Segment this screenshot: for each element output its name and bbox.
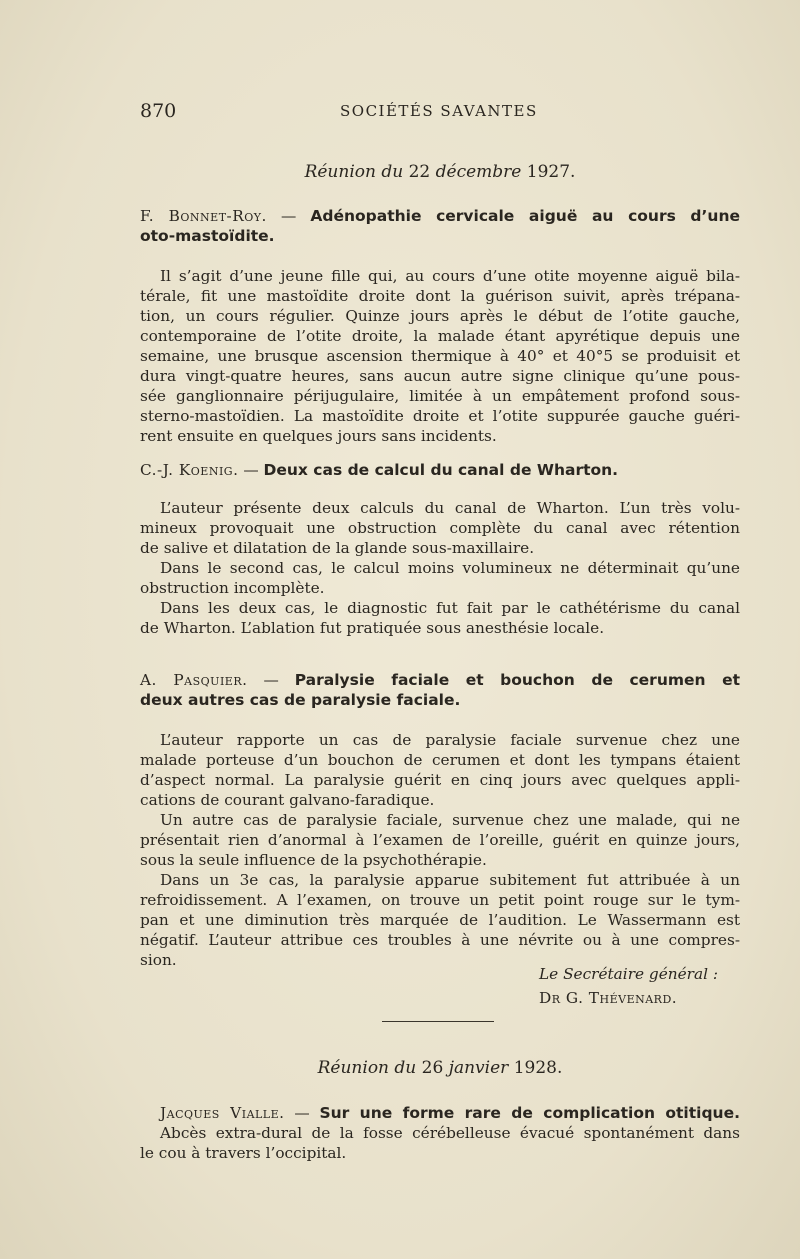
paragraph-line: Dans les deux cas, le diagnostic fut fait par le cathétérisme du canal: [160, 599, 740, 617]
paragraph-line: L’auteur rapporte un cas de paralysie faciale survenue chez une: [160, 731, 740, 749]
paragraph-line: cations de courant galvano-faradique.: [140, 791, 435, 809]
article-title: Adénopathie cervicale aiguë au cours d’une: [310, 207, 740, 225]
article-koenig: C.-J. Koenig. — Deux cas de calcul du canal de Wharton. L’auteur présente deux calculs du canal de Wharton. L’un très volu- mineux provoquait une obstruction complète du canal avec rétention de salive et dilatation de la glande sous-maxillaire. Dans le second cas, le calcul moins volumineux ne déterminait qu’une obstruction incomplète. Dans les deux cas, le diagnostic fut fait par le cathétérisme du canal de Wharton. L’ablation fut pratiquée sous anesthésie locale.: [140, 461, 740, 637]
paragraph-line: pan et une diminution très marquée de l’audition. Le Wassermann est: [140, 911, 740, 929]
paragraph-line: Il s’agit d’une jeune fille qui, au cours d’une otite moyenne aiguë bila-: [160, 267, 740, 285]
article-title: Sur une forme rare de complication otitique.: [319, 1104, 740, 1122]
paragraph-line: contemporaine de l’otite droite, la malade étant apyrétique depuis une: [140, 327, 740, 345]
paragraph-line: sion.: [140, 951, 177, 969]
article-author: A. Pasquier.: [140, 671, 248, 689]
paragraph-line: présentait rien d’anormal à l’examen de l’oreille, guérit en quinze jours,: [140, 831, 740, 849]
paragraph-line: tion, un cours régulier. Quinze jours après le début de l’otite gauche,: [140, 307, 740, 325]
page-number: 870: [140, 100, 177, 122]
meeting-heading-2: Réunion du 26 janvier 1928.: [317, 1058, 563, 1078]
article-title: Deux cas de calcul du canal de Wharton.: [263, 461, 619, 479]
signature-role: Le Secrétaire général :: [539, 965, 719, 983]
paragraph-line: Dans le second cas, le calcul moins volumineux ne déterminait qu’une: [160, 559, 740, 577]
paragraph-line: L’auteur présente deux calculs du canal de Wharton. L’un très volu-: [160, 499, 740, 517]
paragraph-line: le cou à travers l’occipital.: [140, 1144, 347, 1162]
article-bonnet-roy: F. Bonnet-Roy. — Adénopathie cervicale aiguë au cours d’une oto-mastoïdite. Il s’agit d’une jeune fille qui, au cours d’une otite moyenne aiguë bila- térale, fit une mastoïdite droite dont la guérison suivit, après trépana- tion, un cours régulier. Quinze jours après le début de l’otite gauche, contemporaine de l’otite droite, la malade étant apyrétique depuis une semaine, une brusque ascension thermique à 40° et 40°5 se produisit et dura vingt-quatre heures, sans aucun autre signe clinique qu’une pous- sée ganglionnaire périjugulaire, limitée à un empâtement profond sous- sterno-mastoïdien. La mastoïdite droite et l’otite suppurée gauche guéri- rent ensuite en quelques jours sans incidents.: [140, 207, 740, 445]
paragraph-line: de salive et dilatation de la glande sous-maxillaire.: [140, 539, 535, 557]
article-title-cont: deux autres cas de paralysie faciale.: [140, 691, 461, 709]
paragraph-line: refroidissement. A l’examen, on trouve un petit point rouge sur le tym-: [140, 891, 740, 909]
article-author: F. Bonnet-Roy.: [140, 207, 267, 225]
article-author: Jacques Vialle.: [160, 1104, 285, 1122]
paragraph-line: malade porteuse d’un bouchon de cerumen et dont les tympans étaient: [140, 751, 740, 769]
signature-name: Dr G. Thévenard.: [539, 989, 678, 1007]
article-author: C.-J. Koenig.: [140, 461, 239, 479]
paragraph-line: négatif. L’auteur attribue ces troubles à une névrite ou à une compres-: [140, 931, 740, 949]
paragraph-line: Abcès extra-dural de la fosse cérébelleuse évacué spontanément dans: [160, 1124, 740, 1142]
paragraph-line: dura vingt-quatre heures, sans aucun autre signe clinique qu’une pous-: [140, 367, 740, 385]
paragraph-line: rent ensuite en quelques jours sans incidents.: [140, 427, 497, 445]
paragraph-line: sous la seule influence de la psychothérapie.: [140, 851, 487, 869]
article-pasquier: A. Pasquier. — Paralysie faciale et bouchon de cerumen et deux autres cas de paralysie faciale. L’auteur rapporte un cas de paralysie faciale survenue chez une malade porteuse d’un bouchon de cerumen et dont les tympans étaient d’aspect normal. La paralysie guérit en cinq jours avec quelques appli- cations de courant galvano-faradique. Un autre cas de paralysie faciale, survenue chez une malade, qui ne présentait rien d’anormal à l’examen de l’oreille, guérit en quinze jours, sous la seule influence de la psychothérapie. Dans un 3e cas, la paralysie apparue subitement fut attribuée à un refroidissement. A l’examen, on trouve un petit point rouge sur le tym- pan et une diminution très marquée de l’audition. Le Wassermann est négatif. L’auteur attribue ces troubles à une névrite ou à une compres- sion.: [140, 671, 740, 969]
paragraph-line: semaine, une brusque ascension thermique à 40° et 40°5 se produisit et: [140, 347, 740, 365]
paragraph-line: de Wharton. L’ablation fut pratiquée sous anesthésie locale.: [140, 619, 605, 637]
paragraph-line: obstruction incomplète.: [140, 579, 325, 597]
paragraph-line: Dans un 3e cas, la paralysie apparue subitement fut attribuée à un: [160, 871, 740, 889]
paragraph-line: sterno-mastoïdien. La mastoïdite droite et l’otite suppurée gauche guéri-: [140, 407, 740, 425]
running-head: SOCIÉTÉS SAVANTES: [340, 102, 538, 120]
paragraph-line: térale, fit une mastoïdite droite dont la guérison suivit, après trépana-: [140, 287, 740, 305]
article-title: Paralysie faciale et bouchon de cerumen et: [294, 671, 740, 689]
article-vialle: Jacques Vialle. — Sur une forme rare de complication otitique. Abcès extra-dural de la fosse cérébelleuse évacué spontanément dans le cou à travers l’occipital.: [140, 1104, 740, 1162]
paragraph-line: d’aspect normal. La paralysie guérit en cinq jours avec quelques appli-: [140, 771, 740, 789]
article-title-cont: oto-mastoïdite.: [140, 227, 275, 245]
paragraph-line: mineux provoquait une obstruction complète du canal avec rétention: [140, 519, 740, 537]
paragraph-line: Un autre cas de paralysie faciale, survenue chez une malade, qui ne: [160, 811, 740, 829]
paragraph-line: sée ganglionnaire périjugulaire, limitée à un empâtement profond sous-: [140, 387, 740, 405]
page-header: [140, 100, 740, 126]
meeting-heading-1: Réunion du 22 décembre 1927.: [304, 162, 576, 182]
section-divider: [382, 1021, 494, 1022]
